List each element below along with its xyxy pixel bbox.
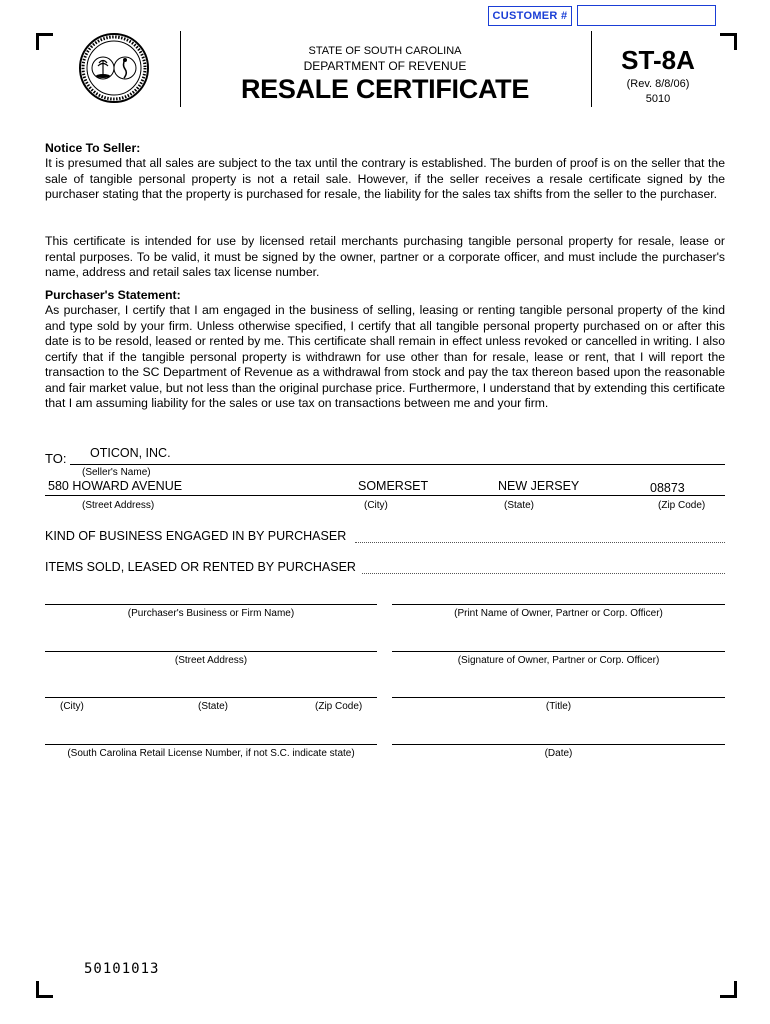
firm-name-input[interactable]	[45, 604, 377, 605]
corner-mark-bottom-left	[36, 981, 53, 998]
date-caption: (Date)	[544, 748, 573, 759]
corner-mark-bottom-right	[720, 981, 737, 998]
header-divider-right	[591, 31, 592, 107]
notice-paragraph-1: It is presumed that all sales are subject to the tax until the contrary is established. The burden of proof is on the seller that the sale of tangible personal property is not a retail sale. However, if the seller receives a resale certificate signed by the purchaser stating that the property is purchased for resale, the liability for the sales tax shifts from the seller to the purchaser.	[45, 156, 725, 201]
form-revision: (Rev. 8/8/06)	[626, 78, 690, 90]
seller-zip-caption: (Zip Code)	[658, 500, 706, 511]
license-number-caption: (South Carolina Retail License Number, if not S.C. indicate state)	[67, 748, 355, 759]
form-code: 5010	[645, 93, 671, 105]
license-number-input[interactable]	[45, 744, 377, 745]
seller-name-value[interactable]: OTICON, INC.	[90, 446, 171, 460]
business-kind-input[interactable]	[355, 541, 725, 543]
firm-name-caption: (Purchaser's Business or Firm Name)	[127, 608, 295, 619]
corner-mark-top-right	[720, 33, 737, 50]
form-number: ST-8A	[621, 45, 695, 75]
purchaser-city-state-zip-input[interactable]	[45, 697, 377, 698]
seller-street-value[interactable]: 580 HOWARD AVENUE	[48, 479, 183, 493]
signature-caption: (Signature of Owner, Partner or Corp. Officer)	[457, 655, 660, 666]
items-sold-input[interactable]	[362, 572, 725, 574]
seller-zip-value[interactable]: 08873	[650, 481, 685, 495]
seller-name-line	[70, 464, 725, 465]
seller-state-caption: (State)	[504, 500, 535, 511]
statement-text: As purchaser, I certify that I am engaged in the business of selling, leasing or renting tangible personal property of the kind and type sold by your firm. Unless otherwise specified, I certify that all tangible personal property purchased on or after this date is to be resold, leased or rented by me. This certificate shall remain in effect unless revoked or cancelled in writing. I also certify that if the tangible personal property is withdrawn for use other than for resale, lease or rent, that I will report the transaction to the SC Department of Revenue as a withdrawal from stock and pay the tax thereon based upon the reasonable and fair market value, but not less than the original purchase price. Furthermore, I understand that by extending this certificate that I am assuming liability for the sales or use tax on transactions between me and your firm.	[45, 303, 725, 410]
items-sold-label: ITEMS SOLD, LEASED OR RENTED BY PURCHASER	[45, 560, 356, 574]
purchaser-zip-caption: (Zip Code)	[315, 701, 363, 712]
seller-street-caption: (Street Address)	[82, 500, 155, 511]
header-divider-left	[180, 31, 181, 107]
purchaser-street-input[interactable]	[45, 651, 377, 652]
to-label: TO:	[45, 451, 67, 466]
purchaser-street-caption: (Street Address)	[174, 655, 248, 666]
footer-form-code: 50101013	[84, 961, 160, 977]
print-name-input[interactable]	[392, 604, 725, 605]
seller-address-line	[45, 495, 725, 496]
purchaser-city-caption: (City)	[60, 701, 84, 712]
print-name-caption: (Print Name of Owner, Partner or Corp. Officer)	[454, 608, 663, 619]
seller-city-caption: (City)	[364, 500, 388, 511]
state-name: STATE OF SOUTH CAROLINA	[308, 45, 462, 57]
customer-number-input[interactable]	[577, 5, 716, 26]
signature-input[interactable]	[392, 651, 725, 652]
department-name: DEPARTMENT OF REVENUE	[303, 59, 467, 73]
purchaser-state-caption: (State)	[198, 701, 229, 712]
state-seal-icon	[78, 32, 150, 104]
customer-number-label: CUSTOMER #	[488, 6, 572, 26]
statement-heading: Purchaser's Statement:	[45, 288, 181, 302]
notice-heading: Notice To Seller:	[45, 141, 141, 155]
title-caption: (Title)	[545, 701, 572, 712]
notice-paragraph-2: This certificate is intended for use by licensed retail merchants purchasing tangible personal property for resale, lease or rental purposes. To be valid, it must be signed by the owner, partner or a corporate officer, and must include the purchaser's name, address and retail sales tax license number.	[45, 234, 725, 279]
date-input[interactable]	[392, 744, 725, 745]
seller-state-value[interactable]: NEW JERSEY	[498, 479, 580, 493]
seller-city-value[interactable]: SOMERSET	[358, 479, 429, 493]
title-input[interactable]	[392, 697, 725, 698]
seller-name-caption: (Seller's Name)	[82, 467, 151, 478]
business-kind-label: KIND OF BUSINESS ENGAGED IN BY PURCHASER	[45, 529, 347, 543]
page-title: RESALE CERTIFICATE	[240, 74, 530, 104]
corner-mark-top-left	[36, 33, 53, 50]
